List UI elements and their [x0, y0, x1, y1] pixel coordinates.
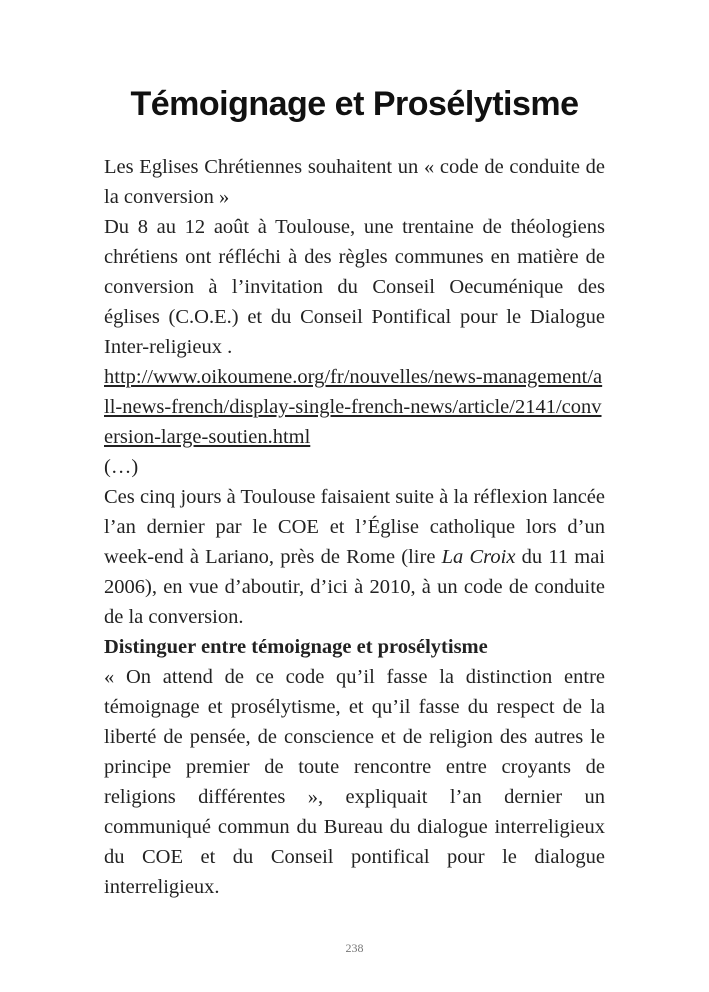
- paragraph-2-text-start: Ces cinq jours à Toulouse faisaient suite à la réflexion lancée l’an dernier par le COE et l’Église catholique lors d’un week-end à Lariano, près de Rome (lire: [104, 486, 605, 568]
- section-heading: Distinguer entre témoignage et prosélytisme: [104, 636, 488, 658]
- paragraph-2: [104, 482, 605, 632]
- ellipsis: (…): [104, 456, 139, 478]
- page-number: 238: [345, 941, 364, 955]
- paragraph-1: Du 8 au 12 août à Toulouse, une trentaine de théologiens chrétiens ont réfléchi à des règles communes en matière de conversion à l’invitation du Conseil Oecuménique des églises (C.O.E.) et du Conseil Pontifical pour le Dialogue Inter-religieux .: [104, 216, 605, 358]
- intro-line: Les Eglises Chrétiennes souhaitent un « code de conduite de la conversion »: [104, 156, 605, 208]
- body-text: [104, 152, 605, 902]
- newspaper-title: La Croix: [441, 546, 516, 568]
- paragraph-2-text-end: du 11 mai 2006), en vue d’aboutir, d’ici à 2010, à un code de conduite de la conversion.: [104, 546, 606, 628]
- page-title: Témoignage et Prosélytisme: [130, 85, 579, 123]
- source-link[interactable]: http://www.oikoumene.org/fr/nouvelles/news-management/all-news-french/display-single-french-news/article/2141/conversion-large-soutien.html: [104, 366, 603, 448]
- paragraph-3: « On attend de ce code qu’il fasse la distinction entre témoignage et prosélytisme, et qu’il fasse du respect de la liberté de pensée, de conscience et de religion des autres le principe premier de toute rencontre entre croyants de religions différentes », expliquait l’an dernier un communiqué commun du Bureau du dialogue interreligieux du COE et du Conseil pontifical pour le dialogue interreligieux.: [104, 666, 605, 898]
